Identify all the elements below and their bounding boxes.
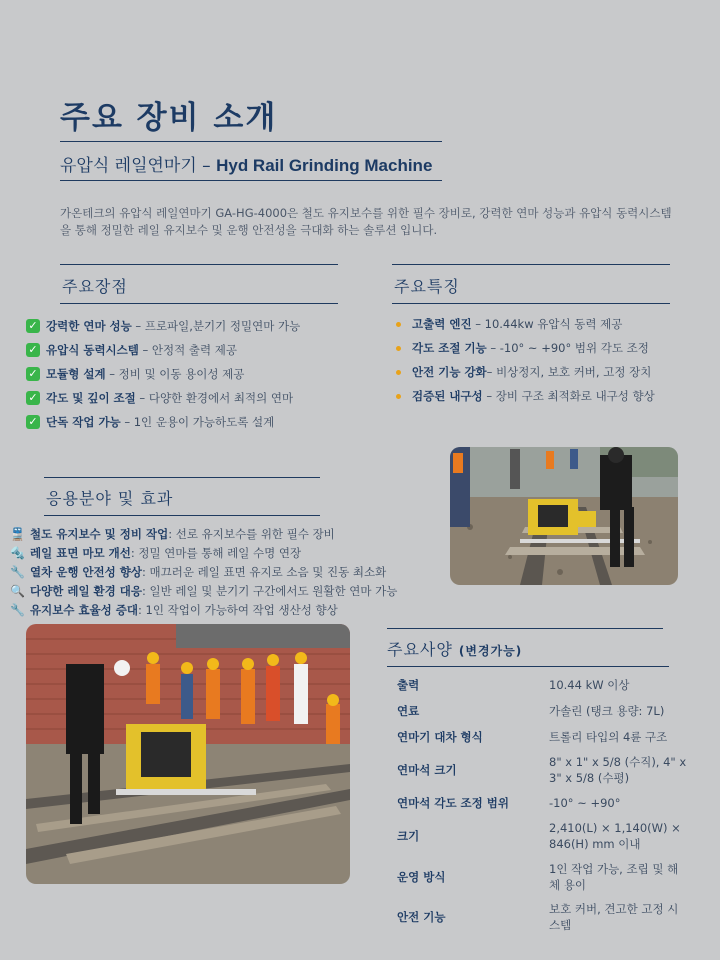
advantage-title: 단독 작업 가능 bbox=[46, 415, 121, 429]
divider bbox=[44, 477, 320, 478]
advantage-text: – 안정적 출력 제공 bbox=[138, 343, 238, 357]
spec-key: 크기 bbox=[397, 829, 420, 843]
feature-item bbox=[392, 336, 702, 360]
spec-table bbox=[387, 672, 687, 936]
application-title: 다양한 레일 환경 대응 bbox=[30, 584, 142, 598]
page-subtitle bbox=[60, 151, 432, 176]
divider bbox=[60, 180, 442, 181]
feature-title: 검증된 내구성 bbox=[412, 389, 483, 403]
wrench-icon: 🔧 bbox=[10, 603, 25, 617]
section-title-advantages: 주요장점 bbox=[62, 277, 128, 296]
spec-key: 안전 기능 bbox=[397, 910, 446, 924]
feature-text: – 비상정지, 보호 커버, 고정 장치 bbox=[486, 365, 652, 379]
feature-title: 안전 기능 강화 bbox=[412, 365, 487, 379]
spec-key: 운영 방식 bbox=[397, 870, 446, 884]
advantages-list bbox=[26, 314, 326, 434]
rail-grinding-scene bbox=[450, 447, 678, 585]
spec-row bbox=[387, 724, 687, 750]
spec-value: 2,410(L) × 1,140(W) × 846(H) mm 이내 bbox=[549, 821, 681, 851]
bullet-dot-icon bbox=[396, 346, 401, 351]
checkmark-icon: ✓ bbox=[26, 343, 40, 357]
application-text: : 일반 레일 및 분기기 구간에서도 원활한 연마 가능 bbox=[142, 584, 398, 598]
intro-paragraph: 가온테크의 유압식 레일연마기 GA-HG-4000은 철도 유지보수를 위한 필수 장비로, 강력한 연마 성능과 유압식 동력시스템을 통해 정밀한 레일 유지보수 및 운행 안전성을 극대화 하는 솔루션 입니다. bbox=[60, 206, 672, 237]
advantage-item bbox=[26, 314, 326, 338]
equipment-photo-small bbox=[450, 447, 678, 585]
specs-title: 주요사양 bbox=[387, 640, 453, 659]
feature-text: – -10° ~ +90° 범위 각도 조정 bbox=[486, 341, 649, 355]
wrench-icon: 🔧 bbox=[10, 565, 25, 579]
spec-row bbox=[387, 898, 687, 936]
spec-row bbox=[387, 698, 687, 724]
advantage-text: – 프로파일,분기기 정밀연마 가능 bbox=[131, 319, 301, 333]
advantage-title: 강력한 연마 성능 bbox=[46, 319, 132, 333]
checkmark-icon: ✓ bbox=[26, 415, 40, 429]
divider bbox=[60, 141, 442, 142]
application-text: : 1인 작업이 가능하여 작업 생산성 향상 bbox=[138, 603, 338, 617]
equipment-photo-large bbox=[26, 624, 350, 884]
checkmark-icon: ✓ bbox=[26, 367, 40, 381]
divider bbox=[60, 264, 338, 265]
subtitle-korean: 유압식 레일연마기 – bbox=[60, 156, 217, 176]
application-item bbox=[10, 563, 455, 582]
spec-value: 트롤리 타입의 4륜 구조 bbox=[549, 730, 668, 744]
specs-title-note: (변경가능) bbox=[458, 644, 523, 658]
rail-grinding-team-scene bbox=[26, 624, 350, 884]
advantage-text: – 다양한 환경에서 최적의 연마 bbox=[135, 391, 294, 405]
feature-text: – 장비 구조 최적화로 내구성 향상 bbox=[482, 389, 655, 403]
divider bbox=[44, 515, 320, 516]
application-text: : 매끄러운 레일 표면 유지로 소음 및 진동 최소화 bbox=[142, 565, 387, 579]
application-item bbox=[10, 544, 455, 563]
advantage-item bbox=[26, 410, 326, 434]
divider bbox=[60, 303, 338, 304]
application-text: : 정밀 연마를 통해 레일 수명 연장 bbox=[130, 546, 302, 560]
advantage-item bbox=[26, 338, 326, 362]
spec-key: 연마기 대차 형식 bbox=[397, 730, 483, 744]
tools-icon: 🔩 bbox=[10, 546, 25, 560]
features-list bbox=[392, 312, 702, 408]
spec-row bbox=[387, 790, 687, 816]
feature-title: 각도 조절 기능 bbox=[412, 341, 487, 355]
bullet-dot-icon bbox=[396, 370, 401, 375]
spec-row bbox=[387, 672, 687, 698]
page-title: 주요 장비 소개 bbox=[60, 100, 278, 136]
section-title-features: 주요특징 bbox=[394, 277, 460, 296]
advantage-item bbox=[26, 362, 326, 386]
application-item bbox=[10, 525, 455, 544]
feature-title: 고출력 엔진 bbox=[412, 317, 472, 331]
spec-value: 보호 커버, 견고한 고정 시스템 bbox=[549, 902, 679, 932]
feature-item bbox=[392, 384, 702, 408]
divider bbox=[387, 666, 669, 667]
advantage-item bbox=[26, 386, 326, 410]
divider bbox=[387, 628, 663, 629]
advantage-text: – 1인 운용이 가능하도록 설계 bbox=[120, 415, 275, 429]
advantage-title: 유압식 동력시스템 bbox=[46, 343, 139, 357]
application-item bbox=[10, 582, 455, 601]
train-icon: 🚆 bbox=[10, 527, 25, 541]
spec-key: 연마석 크기 bbox=[397, 763, 457, 777]
advantage-text: – 정비 및 이동 용이성 제공 bbox=[105, 367, 245, 381]
application-title: 유지보수 효율성 증대 bbox=[30, 603, 138, 617]
spec-value: 1인 작업 가능, 조립 및 해체 용이 bbox=[549, 862, 679, 892]
spec-key: 연마석 각도 조정 범위 bbox=[397, 796, 509, 810]
section-title-specs bbox=[387, 637, 522, 660]
spec-row bbox=[387, 816, 687, 856]
spec-key: 연료 bbox=[397, 704, 420, 718]
spec-key: 출력 bbox=[397, 678, 420, 692]
search-icon: 🔍 bbox=[10, 584, 25, 598]
application-text: : 선로 유지보수를 위한 필수 장비 bbox=[168, 527, 335, 541]
spec-row bbox=[387, 750, 687, 790]
spec-row bbox=[387, 856, 687, 898]
application-title: 철도 유지보수 및 정비 작업 bbox=[30, 527, 169, 541]
advantage-title: 모듈형 설계 bbox=[46, 367, 106, 381]
bullet-dot-icon bbox=[396, 394, 401, 399]
spec-value: -10° ~ +90° bbox=[549, 796, 621, 810]
applications-list bbox=[10, 525, 455, 620]
feature-item bbox=[392, 312, 702, 336]
checkmark-icon: ✓ bbox=[26, 391, 40, 405]
feature-text: – 10.44kw 유압식 동력 제공 bbox=[471, 317, 623, 331]
advantage-title: 각도 및 깊이 조절 bbox=[46, 391, 136, 405]
divider bbox=[392, 303, 670, 304]
feature-item bbox=[392, 360, 702, 384]
application-item bbox=[10, 601, 455, 620]
spec-value: 10.44 kW 이상 bbox=[549, 678, 630, 692]
application-title: 레일 표면 마모 개선 bbox=[30, 546, 131, 560]
spec-value: 가솔린 (탱크 용량: 7L) bbox=[549, 704, 665, 718]
section-title-applications: 응용분야 및 효과 bbox=[46, 489, 174, 508]
divider bbox=[392, 264, 670, 265]
subtitle-english: Hyd Rail Grinding Machine bbox=[216, 156, 433, 175]
bullet-dot-icon bbox=[396, 322, 401, 327]
spec-value: 8" x 1" x 5/8 (수직), 4" x 3" x 5/8 (수평) bbox=[549, 755, 687, 785]
application-title: 열차 운행 안전성 향상 bbox=[30, 565, 142, 579]
checkmark-icon: ✓ bbox=[26, 319, 40, 333]
